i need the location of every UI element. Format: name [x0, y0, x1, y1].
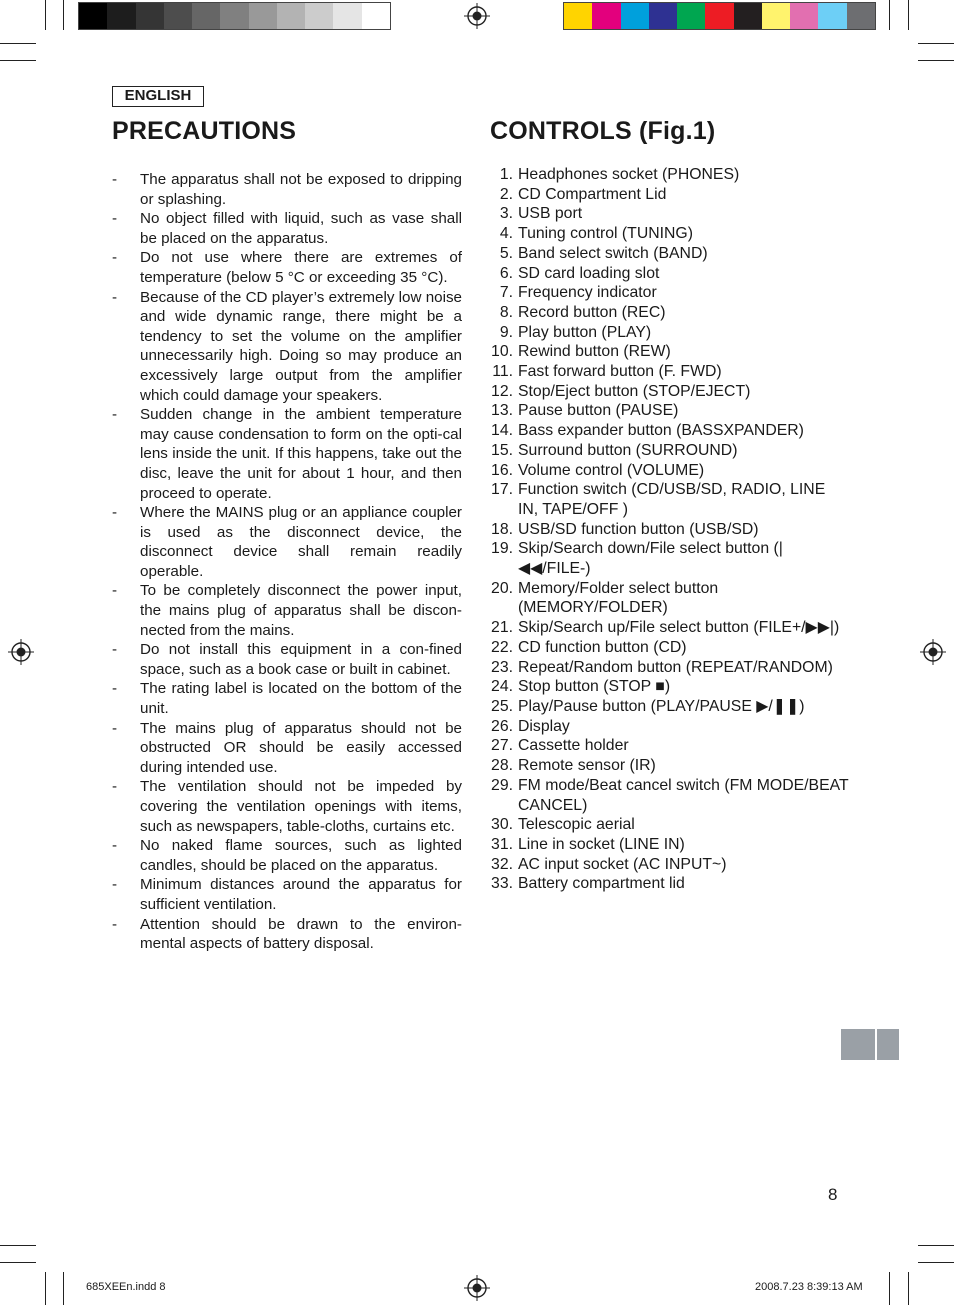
color-swatch — [136, 3, 164, 29]
crop-mark — [908, 0, 909, 30]
control-item-number: 9. — [499, 323, 513, 341]
crop-mark — [918, 60, 954, 61]
control-item-label: Cassette holder — [518, 737, 629, 755]
control-item — [489, 224, 849, 244]
control-item-number: 6. — [499, 264, 513, 282]
control-item-label: Fast forward button (F. FWD) — [518, 363, 722, 381]
crop-mark — [45, 0, 46, 30]
control-item-label: Skip/Search up/File select button (FILE+/▶▶|) — [518, 619, 840, 637]
control-item — [489, 579, 849, 618]
control-item-number: 1. — [499, 166, 513, 183]
control-item-label: Display — [518, 717, 570, 735]
registration-mark-icon — [920, 639, 946, 665]
precaution-item: - Because of the CD player’s extremely low noise and wide dynamic range, there might be a tendency to set the volume on the amplifier unnecessarily high. Doing so may produce an excessively large output from the amplifier which could damage your speakers. — [112, 288, 462, 406]
registration-mark-icon — [464, 1275, 490, 1301]
control-item-label: Surround button (SURROUND) — [518, 441, 738, 459]
control-item — [489, 401, 849, 421]
control-item — [489, 264, 849, 284]
control-item — [489, 874, 849, 894]
control-item-number: 10. — [491, 343, 513, 361]
precaution-item: - Attention should be drawn to the environ-mental aspects of battery disposal. — [112, 915, 462, 954]
color-swatch — [333, 3, 361, 29]
control-item-number: 13. — [491, 402, 513, 420]
control-item-label: Record button (REC) — [518, 303, 666, 321]
control-item-label: Line in socket (LINE IN) — [518, 835, 685, 853]
tab-block-segment — [841, 1029, 875, 1060]
control-item — [489, 677, 849, 697]
precaution-item: - No naked flame sources, such as lighted candles, should be placed on the apparatus. — [112, 836, 462, 875]
footer-timestamp: 2008.7.23 8:39:13 AM — [755, 1281, 863, 1293]
color-swatch — [790, 3, 818, 29]
control-item-label: Telescopic aerial — [518, 816, 635, 834]
control-item — [489, 717, 849, 737]
language-tag: ENGLISH — [112, 86, 204, 107]
control-item-label: Tuning control (TUNING) — [518, 225, 693, 243]
control-item-label: AC input socket (AC INPUT~) — [518, 855, 727, 873]
control-item-number: 30. — [491, 816, 513, 834]
precaution-item: - Where the MAINS plug or an appliance coupler is used as the disconnect device, the disconnect device shall remain readily operable. — [112, 503, 462, 581]
control-item — [489, 421, 849, 441]
control-item — [489, 303, 849, 323]
precaution-item: - The rating label is located on the bottom of the unit. — [112, 679, 462, 718]
control-item-label: Memory/Folder select button (MEMORY/FOLDER) — [518, 579, 719, 617]
color-swatch — [847, 3, 875, 29]
control-item-number: 3. — [499, 205, 513, 223]
control-item-number: 20. — [491, 579, 513, 597]
crop-mark — [63, 0, 64, 30]
color-swatch — [649, 3, 677, 29]
control-item — [489, 362, 849, 382]
color-swatch — [705, 3, 733, 29]
precaution-item: - Sudden change in the ambient temperature may cause condensation to form on the opti-cal lens inside the unit. If this happens, take out the disc, leave the unit for about 1 hour, and then proceed to operate. — [112, 405, 462, 503]
control-item — [489, 855, 849, 875]
color-swatch — [305, 3, 333, 29]
crop-mark — [0, 1262, 36, 1263]
color-swatch — [621, 3, 649, 29]
control-item-number: 18. — [491, 520, 513, 538]
control-item-label: Remote sensor (IR) — [518, 757, 656, 775]
control-item-label: Bass expander button (BASSXPANDER) — [518, 422, 804, 440]
precautions-list — [112, 170, 462, 954]
control-item-label: Function switch (CD/USB/SD, RADIO, LINE IN, TAPE/OFF ) — [518, 481, 826, 518]
color-swatch — [277, 3, 305, 29]
control-item-number: 25. — [491, 697, 513, 715]
crop-mark — [889, 1272, 890, 1305]
control-item — [489, 697, 849, 717]
crop-mark — [0, 60, 36, 61]
tab-block-segment — [877, 1029, 899, 1060]
color-swatch — [164, 3, 192, 29]
precaution-item: - Do not install this equipment in a con-fined space, such as a book case or built in cabinet. — [112, 640, 462, 679]
control-item-label: Battery compartment lid — [518, 875, 685, 893]
control-item-label: USB port — [518, 205, 583, 223]
control-item-number: 26. — [491, 717, 513, 735]
crop-mark — [0, 43, 36, 44]
control-item-number: 23. — [491, 658, 513, 676]
control-item — [489, 244, 849, 264]
control-item — [489, 618, 849, 638]
control-item — [489, 441, 849, 461]
control-item-label: Play button (PLAY) — [518, 323, 652, 341]
color-swatch — [762, 3, 790, 29]
registration-mark-icon — [464, 3, 490, 29]
control-item-number: 19. — [491, 540, 513, 558]
control-item-label: Stop button (STOP ■) — [518, 678, 671, 696]
control-item-number: 16. — [491, 461, 513, 479]
color-swatch — [107, 3, 135, 29]
control-item — [489, 283, 849, 303]
control-item-number: 11. — [492, 363, 513, 381]
control-item-number: 28. — [491, 757, 513, 775]
controls-list — [489, 165, 849, 894]
control-item — [489, 776, 849, 815]
control-item-number: 15. — [491, 441, 513, 459]
control-item-number: 21. — [491, 619, 513, 637]
control-item — [489, 736, 849, 756]
page-number: 8 — [828, 1185, 838, 1204]
control-item-number: 29. — [491, 776, 513, 794]
control-item — [489, 185, 849, 205]
control-item — [489, 638, 849, 658]
control-item-number: 4. — [499, 225, 513, 243]
control-item-number: 22. — [491, 638, 513, 656]
control-item-number: 8. — [499, 303, 513, 321]
color-swatch — [249, 3, 277, 29]
control-item-number: 33. — [491, 875, 513, 893]
grayscale-color-bar — [78, 2, 391, 30]
control-item-label: Repeat/Random button (REPEAT/RANDOM) — [518, 658, 833, 676]
color-swatch — [79, 3, 107, 29]
control-item-label: Band select switch (BAND) — [518, 244, 708, 262]
crop-mark — [63, 1272, 64, 1305]
control-item-label: FM mode/Beat cancel switch (FM MODE/BEAT CANCEL) — [518, 776, 849, 814]
precaution-item: - To be completely disconnect the power input, the mains plug of apparatus shall be discon-nected from the mains. — [112, 581, 462, 640]
control-item-number: 32. — [491, 855, 513, 873]
control-item-label: CD Compartment Lid — [518, 185, 667, 203]
precaution-item: - The mains plug of apparatus should not be obstructed OR should be easily accessed during intended use. — [112, 719, 462, 778]
color-swatch — [818, 3, 846, 29]
controls-heading: CONTROLS (Fig.1) — [490, 117, 716, 145]
control-item-number: 27. — [491, 737, 513, 755]
control-item — [489, 539, 849, 578]
control-item-label: Headphones socket (PHONES) — [518, 166, 740, 183]
crop-mark — [45, 1272, 46, 1305]
control-item — [489, 658, 849, 678]
control-item — [489, 480, 849, 519]
control-item-label: Stop/Eject button (STOP/EJECT) — [518, 382, 751, 400]
color-swatch — [564, 3, 592, 29]
control-item-label: Volume control (VOLUME) — [518, 461, 705, 479]
control-item-number: 7. — [499, 284, 513, 302]
color-swatch — [734, 3, 762, 29]
crop-mark — [918, 43, 954, 44]
control-item — [489, 461, 849, 481]
section-tab-marker — [841, 1029, 899, 1060]
color-swatch — [192, 3, 220, 29]
control-item — [489, 204, 849, 224]
control-item-label: SD card loading slot — [518, 264, 660, 282]
control-item-label: CD function button (CD) — [518, 638, 687, 656]
control-item-number: 24. — [491, 678, 513, 696]
control-item — [489, 756, 849, 776]
control-item-label: Rewind button (REW) — [518, 343, 671, 361]
control-item-label: USB/SD function button (USB/SD) — [518, 520, 759, 538]
control-item — [489, 835, 849, 855]
color-swatch — [592, 3, 620, 29]
control-item — [489, 165, 849, 185]
precaution-item: - The apparatus shall not be exposed to dripping or splashing. — [112, 170, 462, 209]
control-item-number: 5. — [499, 244, 513, 262]
crop-mark — [918, 1262, 954, 1263]
precaution-item: - Minimum distances around the apparatus for sufficient ventilation. — [112, 875, 462, 914]
control-item-number: 14. — [491, 422, 513, 440]
control-item-number: 2. — [499, 185, 513, 203]
precautions-heading: PRECAUTIONS — [112, 117, 297, 145]
precaution-item: - No object filled with liquid, such as vase shall be placed on the apparatus. — [112, 209, 462, 248]
control-item-number: 31. — [491, 835, 513, 853]
control-item-label: Skip/Search down/File select button (|◀◀/FILE-) — [518, 540, 783, 578]
control-item-number: 17. — [491, 481, 513, 499]
color-swatch — [220, 3, 248, 29]
control-item — [489, 342, 849, 362]
control-item — [489, 520, 849, 540]
registration-mark-icon — [8, 639, 34, 665]
precaution-item: - Do not use where there are extremes of temperature (below 5 °C or exceeding 35 °C). — [112, 248, 462, 287]
crop-mark — [0, 1245, 36, 1246]
footer-file-info: 685XEEn.indd 8 — [86, 1281, 166, 1293]
precaution-item: - The ventilation should not be impeded by covering the ventilation openings with items, such as newspapers, table-cloths, curtains etc. — [112, 777, 462, 836]
crop-mark — [908, 1272, 909, 1305]
control-item — [489, 323, 849, 343]
control-item — [489, 815, 849, 835]
crop-mark — [889, 0, 890, 30]
control-item-label: Play/Pause button (PLAY/PAUSE ▶/❚❚) — [518, 697, 805, 715]
crop-mark — [918, 1245, 954, 1246]
color-swatch — [677, 3, 705, 29]
control-item — [489, 382, 849, 402]
control-item-label: Pause button (PAUSE) — [518, 402, 679, 420]
control-item-number: 12. — [491, 382, 513, 400]
control-item-label: Frequency indicator — [518, 284, 657, 302]
color-swatch — [362, 3, 390, 29]
process-color-bar — [563, 2, 876, 30]
